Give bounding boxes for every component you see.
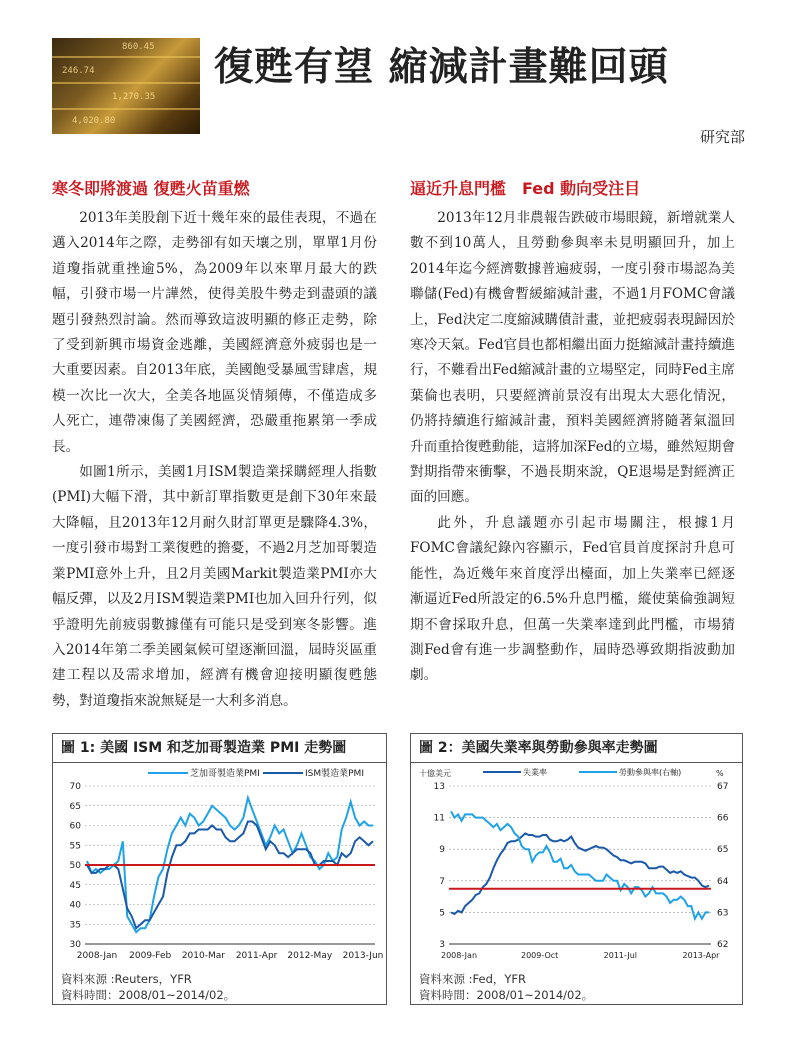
chart1-ytick-8: 70 xyxy=(69,782,81,792)
figure-1-period: 資料時間：2008/01~2014/02。 xyxy=(61,988,236,1002)
chart1-ytick-0: 30 xyxy=(69,940,81,950)
chart2-ytick-left-4: 11 xyxy=(433,813,445,824)
chart2-xtick-3: 2013-Apr xyxy=(682,951,720,960)
figure-2-box xyxy=(410,733,743,1005)
chart1-xtick-2: 2010-Mar xyxy=(181,951,225,961)
chart1-series-line-ism xyxy=(87,822,373,929)
chart2-ytick-right-2: 64 xyxy=(717,876,729,887)
chart2-legend-label-unemp: 失業率 xyxy=(523,768,547,777)
figure-2-caption: 圖 2：美國失業率與勞動參與率走勢圖 xyxy=(411,734,742,763)
chart2-xtick-0: 2008-Jan xyxy=(440,951,478,960)
chart1-ytick-5: 55 xyxy=(69,841,81,852)
chart2-ytick-left-2: 7 xyxy=(439,876,445,887)
chart2-left-unit: 十億美元 xyxy=(419,769,451,778)
left-article-column xyxy=(52,206,377,714)
chart1-ytick-3: 45 xyxy=(69,880,81,891)
left-paragraph-1: 2013年美股創下近十幾年來的最佳表現，不過在邁入2014年之際，走勢卻有如天壤之別，單單1月份道瓊指就重挫逾5%，為2009年以來單月最大的跌幅，引發市場一片譁然，使得美股牛勢走到盡頭的議題引發熱烈討論。然而導致這波明顯的修正走勢，除了受到新興市場資金逃離，美國經濟意外疲弱也是一大重要因素。自2013年底，美國飽受暴風雪肆虐，規模一次比一次大，全美各地區災情頻傳，不僅造成多人死亡，連帶凍傷了美國經濟，恐嚴重拖累第一季成長。 xyxy=(52,210,377,455)
figure-2-chart xyxy=(411,764,742,969)
chart1-ytick-1: 35 xyxy=(69,920,81,931)
right-paragraph-1: 2013年12月非農報告跌破市場眼鏡，新增就業人數不到10萬人，且勞動參與率未見明顯回升，加上2014年迄今經濟數據普遍疲弱，一度引發市場認為美聯儲(Fed)有機會暫緩縮減計畫，不過1月FOMC會議上，Fed決定二度縮減購債計畫，並把疲弱表現歸因於寒冷天氣。Fed官員也都相繼出面力挺縮減計畫持續進行，不難看出Fed縮減計畫的立場堅定，同時Fed主席葉倫也表明，只要經濟前景沒有出現太大惡化情況，仍將持續進行縮減計畫，預料美國經濟將隨著氣溫回升而重拾復甦動能，這將加深Fed的立場，雖然短期會對期指帶來衝擊，不過長期來說，QE退場是對經濟正面的回應。 xyxy=(410,210,735,506)
chart2-ytick-right-1: 63 xyxy=(717,908,729,919)
chart1-ytick-2: 40 xyxy=(69,900,81,911)
page-title: 復甦有望 縮減計畫難回頭 xyxy=(214,45,669,90)
chart2-ytick-left-3: 9 xyxy=(439,845,445,856)
chart2-ytick-right-3: 65 xyxy=(717,845,729,856)
department-label: 研究部 xyxy=(699,128,745,146)
chart1-ytick-7: 65 xyxy=(69,801,81,812)
figure-1-box xyxy=(52,733,387,1005)
chart1-legend-label-chicago: 芝加哥製造業PMI xyxy=(190,769,260,779)
chart1-xtick-3: 2011-Apr xyxy=(235,951,278,961)
chart2-xtick-2: 2011-Jul xyxy=(603,951,638,960)
chart2-xtick-1: 2009-Oct xyxy=(521,951,559,960)
chart1-xtick-4: 2012-May xyxy=(287,951,333,961)
chart2-ytick-left-5: 13 xyxy=(433,782,445,792)
header-stock-ticker-image: 860.45 246.74 1,270.35 4,020.80 xyxy=(52,38,200,134)
chart2-legend-label-lfpr: 勞動參與率(右軸) xyxy=(619,768,682,777)
left-paragraph-2: 如圖1所示，美國1月ISM製造業採購經理人指數(PMI)大幅下滑，其中新訂單指數更是創下30年來最大降幅，且2013年12月耐久財訂單更是驟降4.3%，一度引發市場對工業復甦的擔憂，不過2月芝加哥製造業PMI意外上升，且2月美國Markit製造業PMI亦大幅反彈，以及2月ISM製造業PMI也加入回升行列，似乎證明先前疲弱數據僅有可能只是受到寒冬影響。進入2014年第二季美國氣候可望逐漸回溫，屆時災區重建工程以及需求增加，經濟有機會迎接明顯復甦態勢，對道瓊指來說無疑是一大利多消息。 xyxy=(52,464,377,709)
chart1-legend-label-ism: ISM製造業PMI xyxy=(305,769,364,779)
right-paragraph-2: 此外，升息議題亦引起市場關注，根據1月FOMC會議紀錄內容顯示，Fed官員首度探討升息可能性，為近幾年來首度浮出檯面，加上失業率已經逐漸逼近Fed所設定的6.5%升息門檻，縱使葉倫強調短期不會採取升息，但萬一失業率達到此門檻，市場猜測Fed會有進一步調整動作，屆時恐導致期指波動加劇。 xyxy=(410,514,735,684)
chart2-ytick-right-4: 66 xyxy=(717,813,729,824)
figure-1-caption: 圖 1: 美國 ISM 和芝加哥製造業 PMI 走勢圖 xyxy=(53,734,386,763)
chart2-series-line-lfpr xyxy=(451,811,709,918)
chart2-ytick-right-0: 62 xyxy=(717,940,729,950)
chart2-ytick-right-5: 67 xyxy=(717,782,729,792)
figure-2-source: 資料來源 :Fed，YFR xyxy=(419,972,527,986)
right-article-column xyxy=(410,206,735,689)
chart2-ytick-left-0: 3 xyxy=(439,940,445,950)
chart1-xtick-0: 2008-Jan xyxy=(76,951,118,961)
chart1-xtick-5: 2013-Jun xyxy=(342,951,384,961)
chart1-xtick-1: 2009-Feb xyxy=(129,951,172,961)
chart2-legend xyxy=(483,767,681,777)
figure-2-period: 資料時間：2008/01~2014/02。 xyxy=(419,988,594,1002)
chart2-right-unit: % xyxy=(716,769,724,778)
figure-1-source: 資料來源 :Reuters，YFR xyxy=(61,972,192,986)
left-section-heading: 寒冬即將渡過 復甦火苗重燃 xyxy=(52,179,250,198)
figure-1-chart xyxy=(53,764,386,969)
chart2-ytick-left-1: 5 xyxy=(439,908,445,919)
chart1-legend xyxy=(148,767,364,779)
right-section-heading: 逼近升息門檻 Fed 動向受注目 xyxy=(410,179,641,198)
chart1-ytick-4: 50 xyxy=(69,861,81,871)
chart1-ytick-6: 60 xyxy=(69,821,81,832)
